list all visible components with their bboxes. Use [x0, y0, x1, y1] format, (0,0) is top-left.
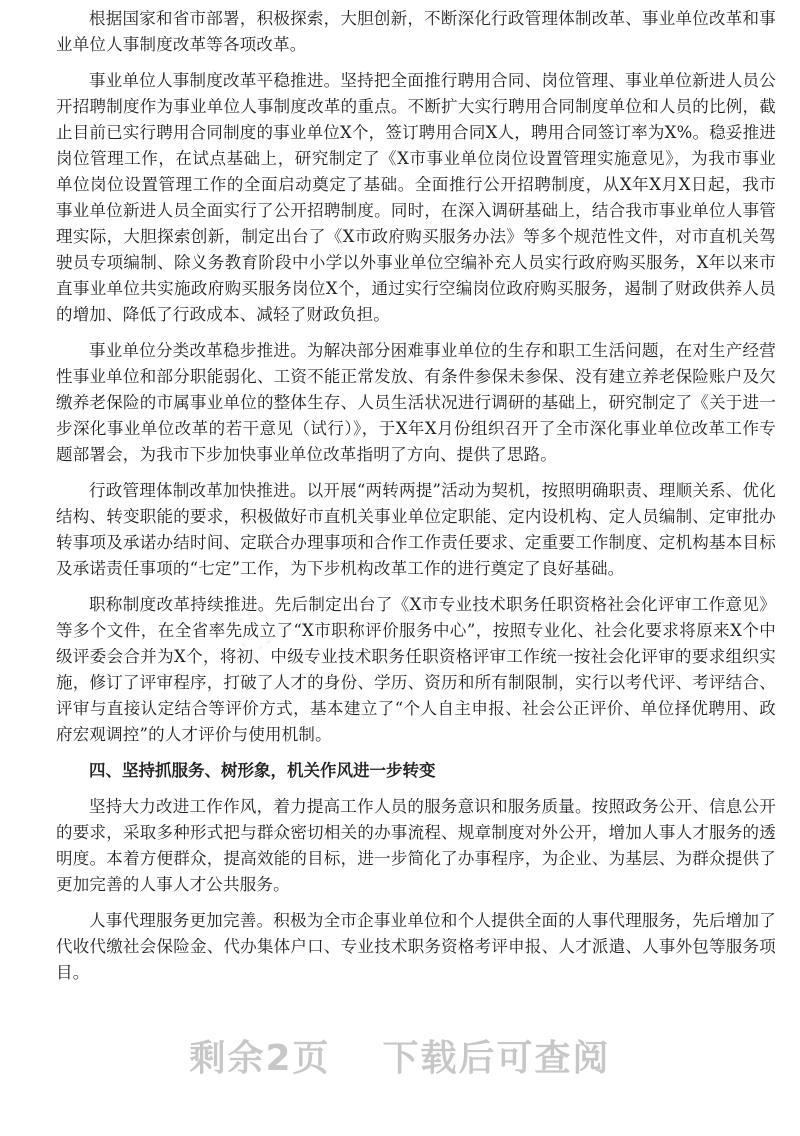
document-body [56, 6, 776, 996]
paragraph-classification-reform: 事业单位分类改革稳步推进。为解决部分困难事业单位的生存和职工生活问题，在对生产经营性事业单位和部分职能弱化、工资不能正常发放、有条件参保未参保、没有建立养老保险账户及欠缴养老保险的市属事业单位的整体生存、人员生活状况进行调研的基础上，研究制定了《关于进一步深化事业单位改革的若干意见（试行）》，于X年X月份组织召开了全市深化事业单位改革工作专题部署会，为我市下步加快事业单位改革指明了方向、提供了思路。 [56, 341, 776, 464]
paragraph-personnel-reform: 事业单位人事制度改革平稳推进。坚持把全面推行聘用合同、岗位管理、事业单位新进人员公开招聘制度作为事业单位人事制度改革的重点。不断扩大实行聘用合同制度单位和人员的比例，截止目前已实行聘用合同制度的事业单位X个，签订聘用合同X人，聘用合同签订率为X%。稳妥推进岗位管理工作，在试点基础上，研究制定了《X市事业单位岗位设置管理实施意见》，为我市事业单位岗位设置管理工作的全面启动奠定了基础。全面推行公开招聘制度，从X年X月X日起，我市事业单位新进人员全面实行了公开招聘制度。同时，在深入调研基础上，结合我市事业单位人事管理实际，大胆探索创新，制定出台了《X市政府购买服务办法》等多个规范性文件，对市直机关驾驶员专项编制、除义务教育阶段中小学以外事业单位空编补充人员实行政府购买服务，X年以来市直事业单位共实施政府购买服务岗位X个，通过实行空编岗位政府购买服务，遏制了财政供养人员的增加、降低了行政成本、减轻了财政负担。 [56, 71, 776, 324]
download-to-view-label: 下载后可查阅 [382, 1038, 611, 1079]
paragraph-agency-service: 人事代理服务更加完善。积极为全市企事业单位和个人提供全面的人事代理服务，先后增加了代收代缴社会保险金、代办集体户口、专业技术职务资格考评申报、人才派遣、人事外包等服务项目。 [56, 911, 776, 982]
paragraph-work-style: 坚持大力改进工作作风，着力提高工作人员的服务意识和服务质量。按照政务公开、信息公开的要求，采取多种形式把与群众密切相关的办事流程、规章制度对外公开，增加人事人才服务的透明度。本着方便群众，提高效能的目标，进一步简化了办事程序，为企业、为基层、为群众提供了更加完善的人事人才公共服务。 [56, 797, 776, 894]
remaining-pages-label: 剩余2页 [189, 1038, 331, 1079]
paragraph-admin-reform: 行政管理体制改革加快推进。以开展“两转两提”活动为契机，按照明确职责、理顺关系、优化结构、转变职能的要求，积极做好市直机关事业单位定职能、定内设机构、定人员编制、定审批办转事项及承诺办结时间、定联合办理事项和合作工作责任要求、定重要工作制度、定机构基本目标及承诺责任事项的“七定”工作，为下步机构改革工作的进行奠定了良好基础。 [56, 481, 776, 578]
paragraph-intro: 根据国家和省市部署，积极探索，大胆创新，不断深化行政管理体制改革、事业单位改革和事业单位人事制度改革等各项改革。 [56, 9, 776, 54]
download-banner[interactable] [0, 1030, 800, 1081]
section-heading: 四、坚持抓服务、树形象，机关作风进一步转变 [89, 761, 436, 780]
paragraph-title-reform: 职称制度改革持续推进。先后制定出台了《X市专业技术职务任职资格社会化评审工作意见》等多个文件，在全省率先成立了“X市职称评价服务中心”，按照专业化、社会化要求将原来X个中级评委会合并为X个，将初、中级专业技术职务任职资格评审工作统一按社会化评审的要求组织实施，修订了评审程序，打破了人才的身份、学历、资历和所有制限制，实行以考代评、考评结合、评审与直接认定结合等评价方式，基本建立了“个人自主申报、社会公正评价、单位择优聘用、政府宏观调控”的人才评价与使用机制。 [56, 595, 776, 744]
